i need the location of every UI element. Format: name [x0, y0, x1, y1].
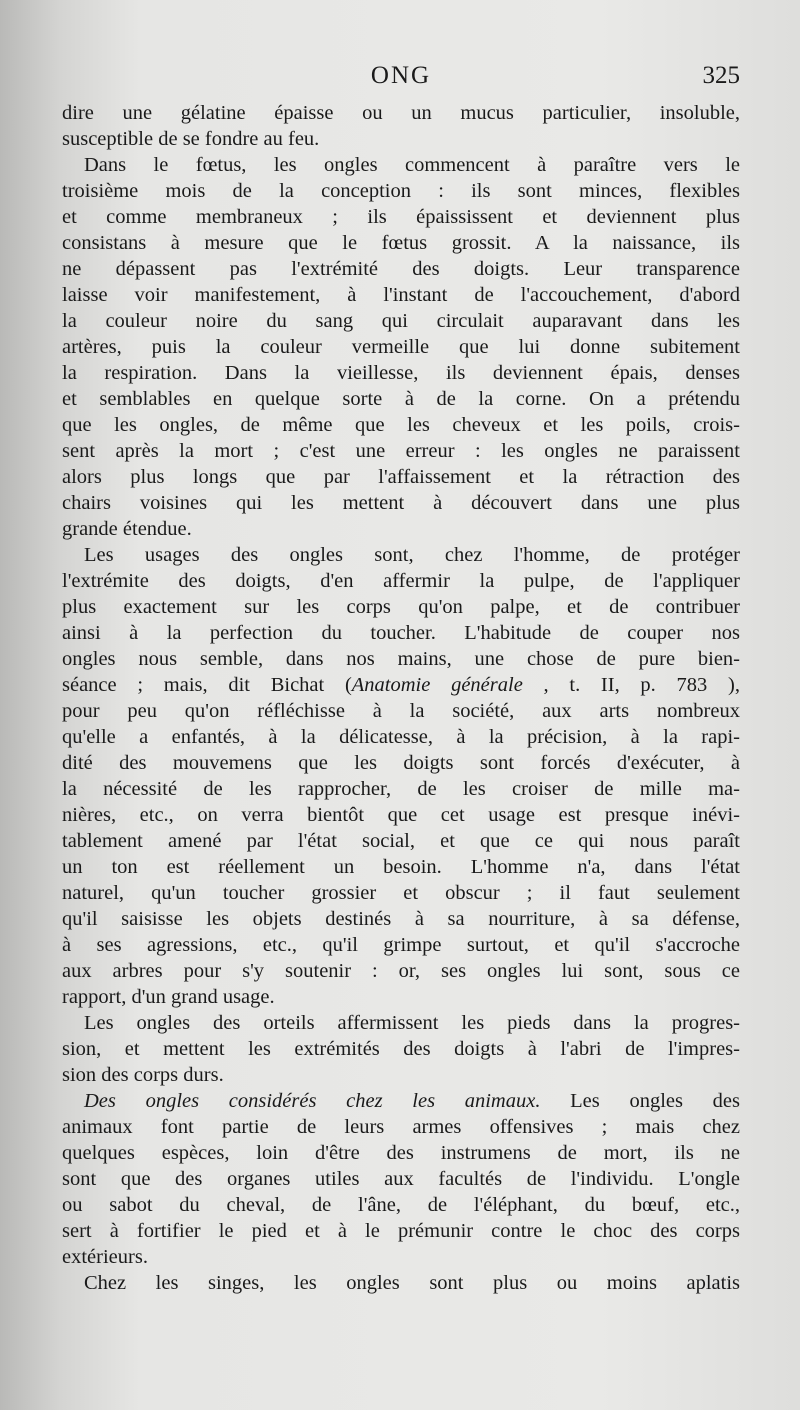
text-run: sent après la mort ; c'est une erreur : les ongles ne paraissent — [62, 440, 740, 462]
text-run: aux arbres pour s'y soutenir : or, ses ongles lui sont, sous ce — [62, 960, 740, 982]
text-line — [62, 1114, 740, 1140]
text-run: quelques espèces, loin d'être des instrumens de mort, ils ne — [62, 1142, 740, 1164]
text-run: sont que des organes utiles aux facultés de l'individu. L'ongle — [62, 1168, 740, 1190]
text-line — [62, 750, 740, 776]
text-run: sion des corps durs. — [62, 1064, 224, 1086]
text-line — [62, 724, 740, 750]
text-line — [62, 906, 740, 932]
text-line — [62, 412, 740, 438]
text-run: sert à fortifier le pied et à le prémunir contre le choc des corps — [62, 1220, 740, 1242]
text-run: , t. II, p. 783 ), — [522, 674, 740, 696]
text-run: dire une gélatine épaisse ou un mucus particulier, insoluble, — [62, 102, 740, 124]
italic-text: Anatomie générale — [351, 674, 523, 696]
text-line — [62, 568, 740, 594]
text-line — [62, 802, 740, 828]
text-line — [62, 516, 740, 542]
text-run: à ses agressions, etc., qu'il grimpe surtout, et qu'il s'accroche — [62, 934, 740, 956]
text-run: et semblables en quelque sorte à de la corne. On a prétendu — [62, 388, 740, 410]
text-line — [62, 256, 740, 282]
text-line — [62, 854, 740, 880]
text-line — [62, 308, 740, 334]
text-run: animaux font partie de leurs armes offensives ; mais chez — [62, 1116, 740, 1138]
text-line — [62, 1270, 740, 1296]
text-run: séance ; mais, dit Bichat ( — [62, 674, 352, 696]
text-run: laisse voir manifestement, à l'instant de l'accouchement, d'abord — [62, 284, 740, 306]
text-line — [62, 126, 740, 152]
text-run: Chez les singes, les ongles sont plus ou moins aplatis — [84, 1272, 740, 1294]
text-run: la couleur noire du sang qui circulait auparavant dans les — [62, 310, 740, 332]
text-line — [62, 334, 740, 360]
text-line — [62, 1244, 740, 1270]
text-line — [62, 100, 740, 126]
text-run: troisième mois de la conception : ils sont minces, flexibles — [62, 180, 740, 202]
text-line — [62, 230, 740, 256]
text-line — [62, 1062, 740, 1088]
text-line — [62, 646, 740, 672]
text-run: Les usages des ongles sont, chez l'homme, de protéger — [84, 544, 740, 566]
text-run: qu'elle a enfantés, à la délicatesse, à la précision, à la rapi- — [62, 726, 740, 748]
text-run: Les ongles des — [540, 1090, 740, 1112]
text-run: artères, puis la couleur vermeille que lui donne subitement — [62, 336, 740, 358]
text-line — [62, 1218, 740, 1244]
text-line — [62, 542, 740, 568]
text-run: un ton est réellement un besoin. L'homme n'a, dans l'état — [62, 856, 740, 878]
page-header — [62, 62, 740, 98]
body-text — [62, 100, 740, 1296]
text-run: sion, et mettent les extrémités des doigts à l'abri de l'impres- — [62, 1038, 740, 1060]
text-run: rapport, d'un grand usage. — [62, 986, 275, 1008]
text-line — [62, 620, 740, 646]
page-number: 325 — [702, 62, 740, 89]
text-run: Dans le fœtus, les ongles commencent à paraître vers le — [84, 154, 740, 176]
text-run: alors plus longs que par l'affaissement et la rétraction des — [62, 466, 740, 488]
text-line — [62, 1140, 740, 1166]
text-line — [62, 438, 740, 464]
text-run: dité des mouvemens que les doigts sont forcés d'exécuter, à — [62, 752, 740, 774]
text-line — [62, 698, 740, 724]
text-line — [62, 178, 740, 204]
text-line — [62, 932, 740, 958]
text-run: chairs voisines qui les mettent à découvert dans une plus — [62, 492, 740, 514]
text-line — [62, 152, 740, 178]
text-run: et comme membraneux ; ils épaississent et deviennent plus — [62, 206, 740, 228]
text-run: ou sabot du cheval, de l'âne, de l'éléphant, du bœuf, etc., — [62, 1194, 740, 1216]
text-line — [62, 984, 740, 1010]
text-run: tablement amené par l'état social, et que ce qui nous paraît — [62, 830, 740, 852]
text-run: la nécessité de les rapprocher, de les croiser de mille ma- — [62, 778, 740, 800]
text-run: l'extrémite des doigts, d'en affermir la pulpe, de l'appliquer — [62, 570, 740, 592]
text-line — [62, 594, 740, 620]
text-line — [62, 490, 740, 516]
text-line — [62, 1166, 740, 1192]
text-line — [62, 776, 740, 802]
text-line — [62, 282, 740, 308]
text-run: extérieurs. — [62, 1246, 148, 1268]
text-line — [62, 958, 740, 984]
text-line — [62, 386, 740, 412]
text-line — [62, 828, 740, 854]
text-run: plus exactement sur les corps qu'on palpe, et de contribuer — [62, 596, 740, 618]
text-line — [62, 1010, 740, 1036]
text-line — [62, 672, 740, 698]
text-line — [62, 1192, 740, 1218]
text-run: naturel, qu'un toucher grossier et obscur ; il faut seulement — [62, 882, 740, 904]
text-run: pour peu qu'on réfléchisse à la société, aux arts nombreux — [62, 700, 740, 722]
text-run: la respiration. Dans la vieillesse, ils deviennent épais, denses — [62, 362, 740, 384]
text-run: grande étendue. — [62, 518, 192, 540]
text-line — [62, 880, 740, 906]
running-head: ONG — [370, 62, 432, 89]
text-run: nières, etc., on verra bientôt que cet usage est presque inévi- — [62, 804, 740, 826]
text-run: ne dépassent pas l'extrémité des doigts. Leur transparence — [62, 258, 740, 280]
text-run: ongles nous semble, dans nos mains, une chose de pure bien- — [62, 648, 740, 670]
text-line — [62, 360, 740, 386]
text-run: susceptible de se fondre au feu. — [62, 128, 320, 150]
text-run: Les ongles des orteils affermissent les pieds dans la progres- — [84, 1012, 740, 1034]
text-line — [62, 204, 740, 230]
text-run: qu'il saisisse les objets destinés à sa nourriture, à sa défense, — [62, 908, 740, 930]
text-line — [62, 1088, 740, 1114]
text-line — [62, 1036, 740, 1062]
text-run: consistans à mesure que le fœtus grossit. A la naissance, ils — [62, 232, 740, 254]
text-run: ainsi à la perfection du toucher. L'habitude de couper nos — [62, 622, 740, 644]
text-line — [62, 464, 740, 490]
text-run: que les ongles, de même que les cheveux et les poils, crois- — [62, 414, 740, 436]
italic-text: Des ongles considérés chez les animaux. — [84, 1090, 541, 1112]
